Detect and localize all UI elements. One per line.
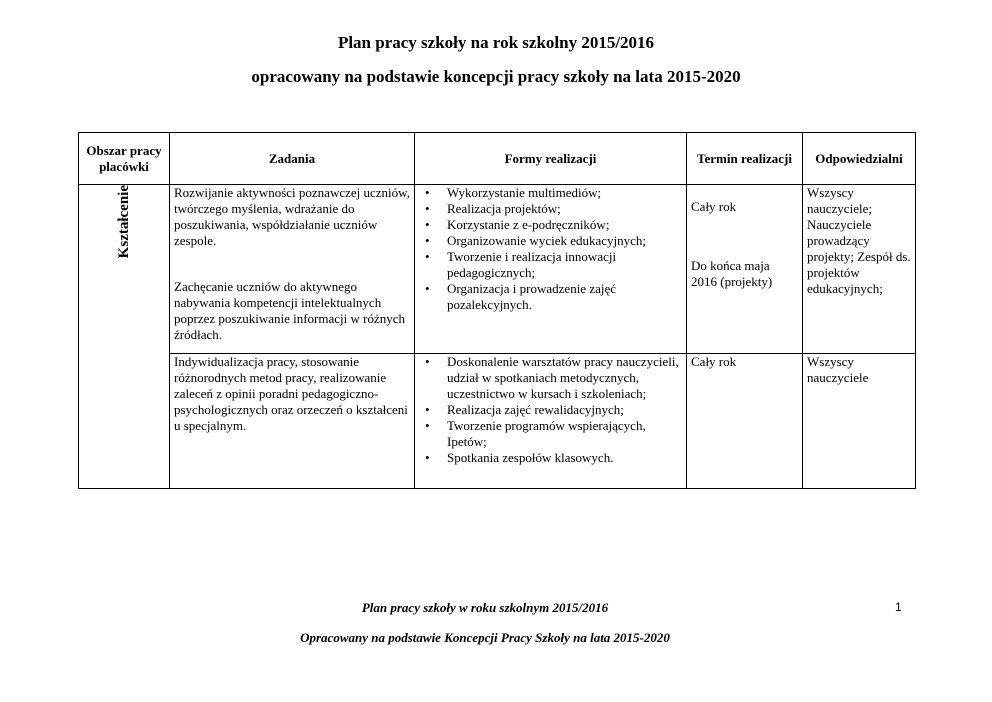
table-row [79, 354, 916, 489]
list-item: • Realizacja zajęć rewalidacyjnych; [441, 402, 682, 418]
task-text: Indywidualizacja pracy, stosowanie różnorodnych metod pracy, realizowanie zaleceń z opinii poradni pedagogiczno-psychologicznych oraz orzeczeń o kształceni u specjalnym. [174, 354, 408, 433]
list-item: • Spotkania zespołów klasowych. [441, 450, 682, 466]
table-header-row [79, 133, 916, 185]
list-item: • Organizacja i prowadzenie zajęć pozalekcyjnych. [441, 281, 682, 313]
table-row [79, 185, 916, 354]
task-text: Rozwijanie aktywności poznawczej uczniów, twórczego myślenia, wdrażanie do poszukiwania, współdziałanie uczniów zespole. [174, 185, 410, 248]
term-text: Cały rok [691, 199, 737, 214]
header-tasks: Zadania [170, 133, 415, 185]
task-text: Zachęcanie uczniów do aktywnego nabywania kompetencji intelektualnych poprzez poszukiwanie informacji w różnych źródłach. [174, 279, 406, 342]
term-text: Cały rok [691, 354, 737, 369]
document-subtitle: opracowany na podstawie koncepcji pracy szkoły na lata 2015-2020 [251, 67, 741, 86]
plan-table [78, 132, 916, 489]
responsible-cell: Wszyscy nauczyciele [803, 354, 916, 489]
forms-cell [415, 185, 687, 354]
list-item: • Realizacja projektów; [441, 201, 682, 217]
list-item: • Tworzenie programów wspierających, Ipetów; [441, 418, 682, 450]
footer-line-1: Plan pracy szkoły w roku szkolnym 2015/2016 [361, 600, 609, 615]
document-title: Plan pracy szkoły na rok szkolny 2015/2016 [337, 33, 655, 52]
forms-list [419, 185, 682, 313]
header-forms: Formy realizacji [415, 133, 687, 185]
term-text: Do końca maja 2016 (projekty) [691, 258, 773, 289]
header-responsible: Odpowiedzialni [803, 133, 916, 185]
term-cell [687, 354, 803, 489]
page-number: 1 [895, 600, 902, 614]
responsible-cell: Wszyscy nauczyciele; Nauczyciele prowadzący projekty; Zespół ds. projektów edukacyjnych; [803, 185, 916, 354]
tasks-cell [170, 185, 415, 354]
list-item: • Wykorzystanie multimediów; [441, 185, 682, 201]
tasks-cell [170, 354, 415, 489]
area-label: Kształcenie [116, 185, 132, 259]
term-cell [687, 185, 803, 354]
list-item: • Doskonalenie warsztatów pracy nauczycieli, udział w spotkaniach metodycznych, uczestnictwo w kursach i szkoleniach; [441, 354, 682, 402]
list-item: • Tworzenie i realizacja innowacji pedagogicznych; [441, 249, 682, 281]
forms-list [419, 354, 682, 466]
forms-cell [415, 354, 687, 489]
footer-line-2: Opracowany na podstawie Koncepcji Pracy Szkoły na lata 2015-2020 [300, 630, 670, 645]
list-item: • Organizowanie wyciek edukacyjnych; [441, 233, 682, 249]
header-area: Obszar pracy placówki [79, 133, 170, 185]
area-cell [79, 185, 170, 489]
header-term: Termin realizacji [687, 133, 803, 185]
list-item: • Korzystanie z e-podręczników; [441, 217, 682, 233]
